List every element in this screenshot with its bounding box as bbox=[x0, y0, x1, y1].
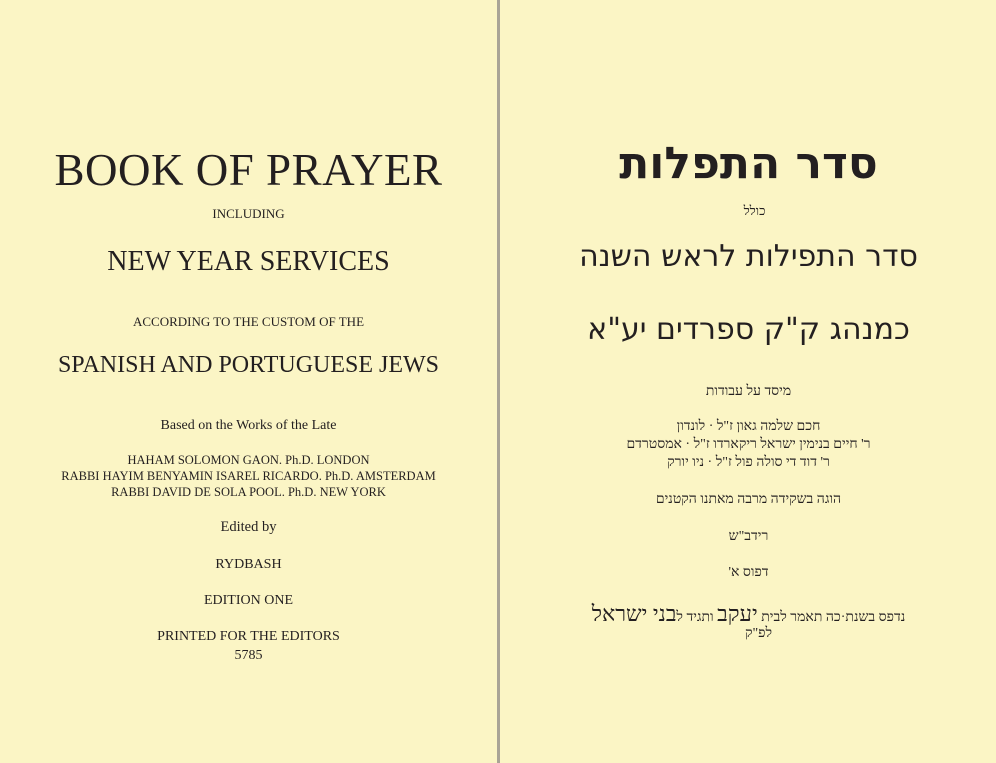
edition-label: EDITION ONE bbox=[203, 593, 294, 608]
author-line: RABBI HAYIM BENYAMIN ISAREL RICARDO. Ph.D. AMSTERDAM bbox=[61, 469, 436, 483]
edited-by-label: Edited by bbox=[220, 519, 277, 535]
editor-name: RYDBASH bbox=[215, 557, 282, 572]
printed-for-label: PRINTED FOR THE EDITORS bbox=[157, 629, 340, 644]
hebrew-lifrat-label: לפ"ק bbox=[744, 626, 773, 641]
hebrew-author-line: ר' דוד די סולה פול ז"ל · ניו יורק bbox=[667, 455, 830, 470]
hebrew-book-title: סדר התפלות bbox=[619, 138, 878, 189]
book-subtitle: NEW YEAR SERVICES bbox=[107, 246, 390, 277]
hebrew-editor-name: רידב"ש bbox=[728, 529, 769, 544]
hebrew-edition-label: דפוס א' bbox=[728, 565, 769, 580]
author-line: HAHAM SOLOMON GAON. Ph.D. LONDON bbox=[127, 453, 370, 467]
hebrew-proofread-line: הוגה בשקידה מרבה מאתנו הקטנים bbox=[655, 492, 842, 507]
custom-label: ACCORDING TO THE CUSTOM OF THE bbox=[132, 314, 365, 329]
hebrew-authors-list bbox=[500, 418, 996, 472]
publication-year: 5785 bbox=[234, 648, 263, 663]
hebrew-title-page bbox=[500, 0, 996, 763]
community-name: SPANISH AND PORTUGUESE JEWS bbox=[57, 352, 440, 378]
hebrew-subtitle: סדר התפילות לראש השנה bbox=[579, 239, 918, 274]
hebrew-custom-line: כמנהג ק"ק ספרדים יע"א bbox=[587, 312, 910, 347]
printed-prefix: נדפס בשנת·כה תאמר לבית bbox=[757, 610, 906, 625]
hebrew-author-line: חכם שלמה גאון ז"ל · לונדון bbox=[676, 419, 821, 434]
author-line: RABBI DAVID DE SOLA POOL. Ph.D. NEW YORK bbox=[111, 485, 386, 499]
hebrew-based-on-label: מיסד על עבודות bbox=[705, 384, 792, 399]
authors-list bbox=[0, 452, 497, 500]
hebrew-author-line: ר' חיים בנימין ישראל ריקארדו ז"ל · אמסטרדם bbox=[626, 437, 871, 452]
book-title: BOOK OF PRAYER bbox=[54, 145, 443, 195]
printed-yaakov: יעקב bbox=[717, 601, 758, 626]
printed-mid: ותגיד ל bbox=[676, 610, 718, 625]
including-label: INCLUDING bbox=[212, 206, 285, 221]
hebrew-including-label: כולל bbox=[743, 203, 766, 218]
based-on-label: Based on the Works of the Late bbox=[160, 418, 337, 433]
english-title-page bbox=[0, 0, 497, 763]
printed-bnei-yisrael: בני ישראל bbox=[591, 601, 677, 626]
hebrew-printed-year-line bbox=[500, 602, 996, 626]
